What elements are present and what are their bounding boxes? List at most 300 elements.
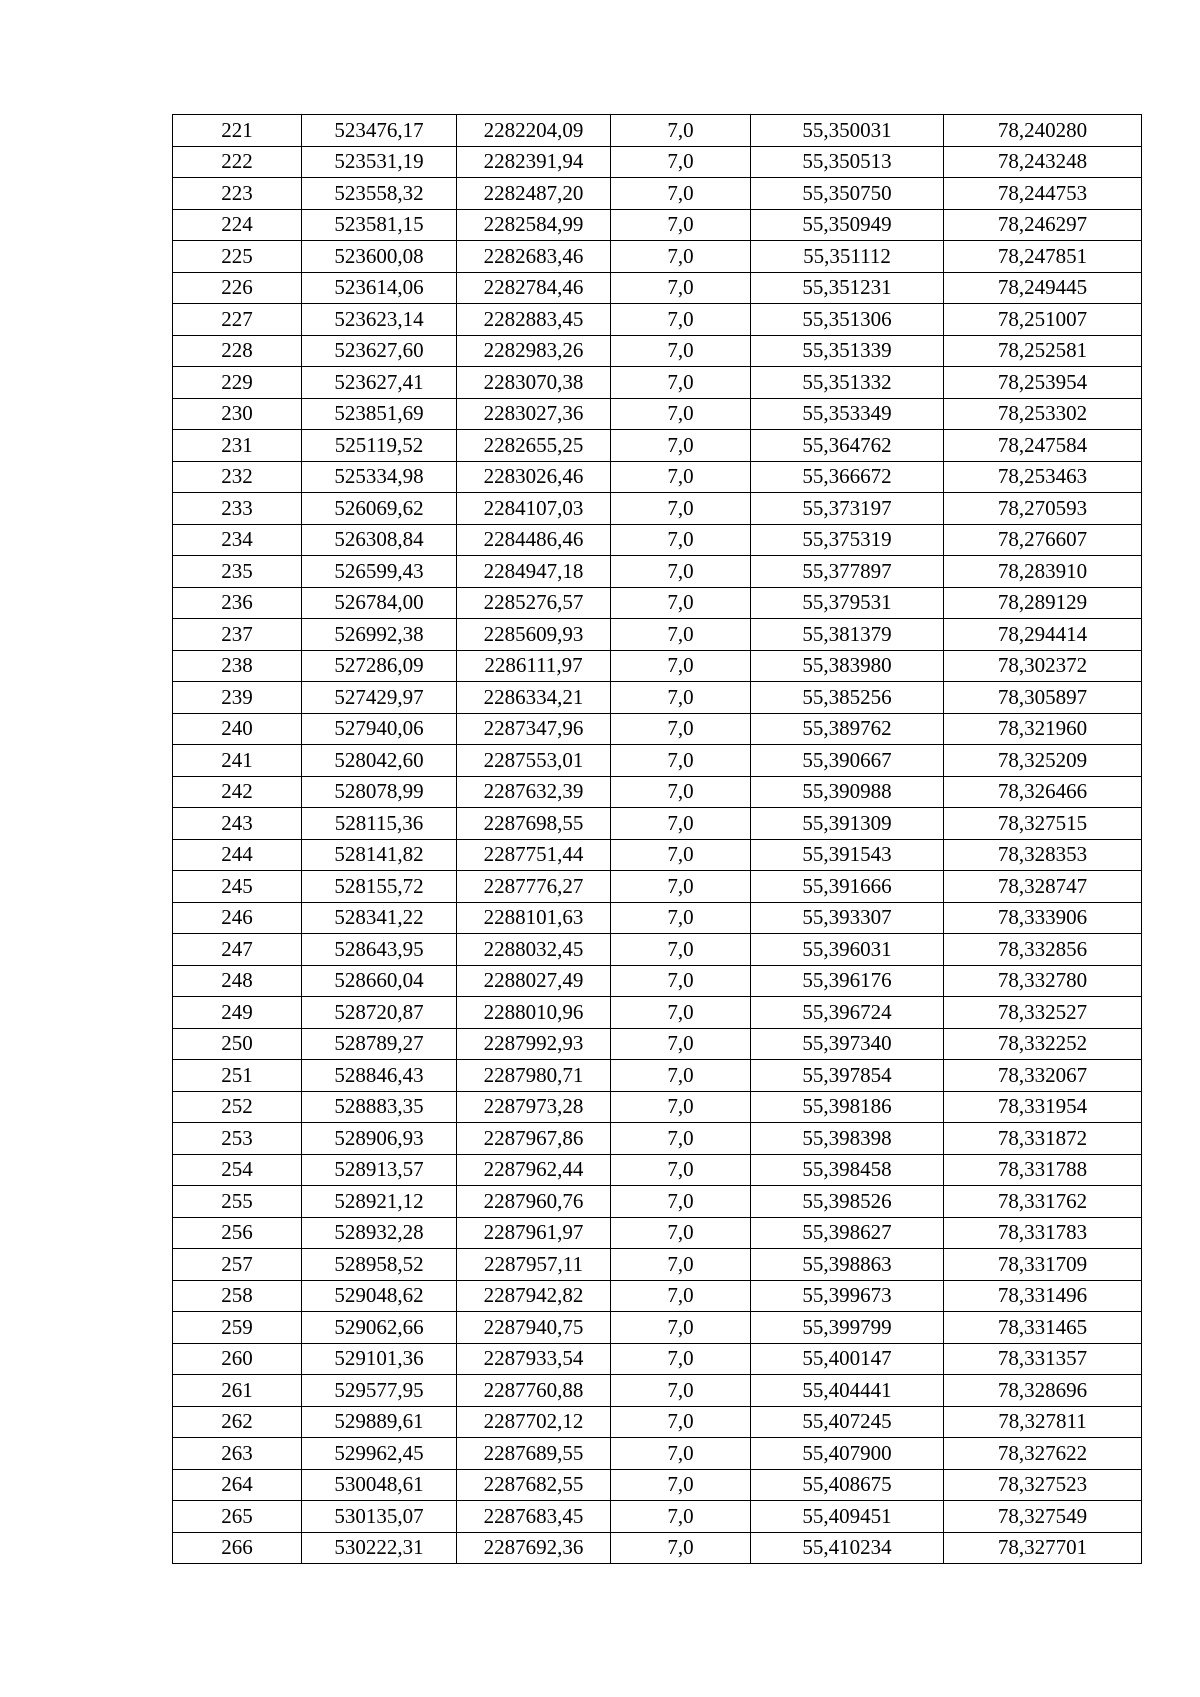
- cell-point-number: 229: [173, 367, 302, 399]
- table-row: [173, 871, 1142, 903]
- cell-longitude: 78,327622: [944, 1438, 1142, 1470]
- cell-y-coordinate: 2282584,99: [457, 209, 611, 241]
- table-row: [173, 1091, 1142, 1123]
- cell-latitude: 55,366672: [751, 461, 944, 493]
- cell-latitude: 55,350513: [751, 146, 944, 178]
- table-row: [173, 493, 1142, 525]
- cell-point-number: 228: [173, 335, 302, 367]
- table-row: [173, 1469, 1142, 1501]
- cell-x-coordinate: 527286,09: [302, 650, 457, 682]
- table-row: [173, 1060, 1142, 1092]
- cell-y-coordinate: 2285276,57: [457, 587, 611, 619]
- cell-longitude: 78,321960: [944, 713, 1142, 745]
- table-row: [173, 146, 1142, 178]
- table-row: [173, 713, 1142, 745]
- cell-point-number: 264: [173, 1469, 302, 1501]
- table-row: [173, 682, 1142, 714]
- cell-x-coordinate: 529048,62: [302, 1280, 457, 1312]
- cell-point-number: 227: [173, 304, 302, 336]
- cell-longitude: 78,332067: [944, 1060, 1142, 1092]
- cell-point-number: 238: [173, 650, 302, 682]
- cell-point-number: 240: [173, 713, 302, 745]
- cell-width: 7,0: [611, 619, 751, 651]
- cell-latitude: 55,396724: [751, 997, 944, 1029]
- cell-x-coordinate: 523558,32: [302, 178, 457, 210]
- cell-longitude: 78,332252: [944, 1028, 1142, 1060]
- cell-point-number: 230: [173, 398, 302, 430]
- cell-latitude: 55,396031: [751, 934, 944, 966]
- cell-width: 7,0: [611, 1406, 751, 1438]
- cell-x-coordinate: 523851,69: [302, 398, 457, 430]
- cell-x-coordinate: 528115,36: [302, 808, 457, 840]
- table-row: [173, 1249, 1142, 1281]
- cell-y-coordinate: 2284486,46: [457, 524, 611, 556]
- cell-point-number: 266: [173, 1532, 302, 1564]
- cell-y-coordinate: 2287961,97: [457, 1217, 611, 1249]
- cell-width: 7,0: [611, 461, 751, 493]
- cell-y-coordinate: 2287980,71: [457, 1060, 611, 1092]
- cell-point-number: 258: [173, 1280, 302, 1312]
- cell-width: 7,0: [611, 934, 751, 966]
- cell-x-coordinate: 526784,00: [302, 587, 457, 619]
- cell-width: 7,0: [611, 1123, 751, 1155]
- cell-longitude: 78,331496: [944, 1280, 1142, 1312]
- cell-x-coordinate: 528906,93: [302, 1123, 457, 1155]
- table-row: [173, 1375, 1142, 1407]
- cell-x-coordinate: 523614,06: [302, 272, 457, 304]
- cell-y-coordinate: 2287760,88: [457, 1375, 611, 1407]
- cell-x-coordinate: 528643,95: [302, 934, 457, 966]
- cell-y-coordinate: 2287973,28: [457, 1091, 611, 1123]
- cell-longitude: 78,276607: [944, 524, 1142, 556]
- table-row: [173, 272, 1142, 304]
- cell-y-coordinate: 2287702,12: [457, 1406, 611, 1438]
- cell-latitude: 55,398398: [751, 1123, 944, 1155]
- cell-latitude: 55,410234: [751, 1532, 944, 1564]
- cell-y-coordinate: 2286111,97: [457, 650, 611, 682]
- cell-width: 7,0: [611, 776, 751, 808]
- cell-point-number: 237: [173, 619, 302, 651]
- cell-x-coordinate: 528789,27: [302, 1028, 457, 1060]
- cell-point-number: 265: [173, 1501, 302, 1533]
- cell-y-coordinate: 2287553,01: [457, 745, 611, 777]
- cell-y-coordinate: 2287751,44: [457, 839, 611, 871]
- cell-longitude: 78,326466: [944, 776, 1142, 808]
- cell-longitude: 78,247584: [944, 430, 1142, 462]
- cell-point-number: 245: [173, 871, 302, 903]
- cell-width: 7,0: [611, 556, 751, 588]
- cell-point-number: 236: [173, 587, 302, 619]
- cell-latitude: 55,398863: [751, 1249, 944, 1281]
- cell-latitude: 55,373197: [751, 493, 944, 525]
- table-row: [173, 556, 1142, 588]
- cell-longitude: 78,253302: [944, 398, 1142, 430]
- cell-y-coordinate: 2284107,03: [457, 493, 611, 525]
- cell-y-coordinate: 2287692,36: [457, 1532, 611, 1564]
- table-row: [173, 1406, 1142, 1438]
- cell-y-coordinate: 2284947,18: [457, 556, 611, 588]
- cell-longitude: 78,244753: [944, 178, 1142, 210]
- cell-width: 7,0: [611, 1312, 751, 1344]
- cell-latitude: 55,391543: [751, 839, 944, 871]
- table-row: [173, 335, 1142, 367]
- cell-x-coordinate: 528660,04: [302, 965, 457, 997]
- cell-y-coordinate: 2283026,46: [457, 461, 611, 493]
- table-row: [173, 367, 1142, 399]
- cell-latitude: 55,397854: [751, 1060, 944, 1092]
- cell-longitude: 78,327549: [944, 1501, 1142, 1533]
- cell-latitude: 55,393307: [751, 902, 944, 934]
- cell-x-coordinate: 526992,38: [302, 619, 457, 651]
- cell-y-coordinate: 2287632,39: [457, 776, 611, 808]
- cell-latitude: 55,385256: [751, 682, 944, 714]
- cell-point-number: 247: [173, 934, 302, 966]
- cell-longitude: 78,325209: [944, 745, 1142, 777]
- cell-point-number: 255: [173, 1186, 302, 1218]
- cell-x-coordinate: 529962,45: [302, 1438, 457, 1470]
- cell-width: 7,0: [611, 493, 751, 525]
- cell-width: 7,0: [611, 1060, 751, 1092]
- table-row: [173, 1438, 1142, 1470]
- cell-width: 7,0: [611, 1501, 751, 1533]
- table-row: [173, 209, 1142, 241]
- table-row: [173, 430, 1142, 462]
- cell-y-coordinate: 2287933,54: [457, 1343, 611, 1375]
- cell-longitude: 78,328353: [944, 839, 1142, 871]
- cell-y-coordinate: 2288027,49: [457, 965, 611, 997]
- cell-point-number: 263: [173, 1438, 302, 1470]
- cell-longitude: 78,331788: [944, 1154, 1142, 1186]
- cell-longitude: 78,253954: [944, 367, 1142, 399]
- cell-latitude: 55,398186: [751, 1091, 944, 1123]
- table-row: [173, 1123, 1142, 1155]
- table-row: [173, 461, 1142, 493]
- cell-point-number: 248: [173, 965, 302, 997]
- cell-x-coordinate: 523623,14: [302, 304, 457, 336]
- cell-width: 7,0: [611, 367, 751, 399]
- cell-y-coordinate: 2282683,46: [457, 241, 611, 273]
- cell-longitude: 78,243248: [944, 146, 1142, 178]
- table-row: [173, 934, 1142, 966]
- cell-longitude: 78,283910: [944, 556, 1142, 588]
- cell-longitude: 78,332856: [944, 934, 1142, 966]
- table-row: [173, 839, 1142, 871]
- table-row: [173, 776, 1142, 808]
- cell-y-coordinate: 2282983,26: [457, 335, 611, 367]
- cell-point-number: 262: [173, 1406, 302, 1438]
- cell-latitude: 55,404441: [751, 1375, 944, 1407]
- cell-point-number: 244: [173, 839, 302, 871]
- cell-x-coordinate: 526069,62: [302, 493, 457, 525]
- cell-width: 7,0: [611, 587, 751, 619]
- cell-point-number: 242: [173, 776, 302, 808]
- table-row: [173, 304, 1142, 336]
- table-row: [173, 965, 1142, 997]
- cell-y-coordinate: 2286334,21: [457, 682, 611, 714]
- cell-latitude: 55,390667: [751, 745, 944, 777]
- cell-x-coordinate: 530135,07: [302, 1501, 457, 1533]
- table-row: [173, 1312, 1142, 1344]
- cell-width: 7,0: [611, 1280, 751, 1312]
- cell-point-number: 256: [173, 1217, 302, 1249]
- table-row: [173, 115, 1142, 147]
- cell-x-coordinate: 523531,19: [302, 146, 457, 178]
- cell-x-coordinate: 529577,95: [302, 1375, 457, 1407]
- cell-x-coordinate: 528078,99: [302, 776, 457, 808]
- cell-width: 7,0: [611, 1469, 751, 1501]
- table-row: [173, 1028, 1142, 1060]
- cell-width: 7,0: [611, 1028, 751, 1060]
- cell-y-coordinate: 2285609,93: [457, 619, 611, 651]
- cell-y-coordinate: 2287698,55: [457, 808, 611, 840]
- cell-y-coordinate: 2287683,45: [457, 1501, 611, 1533]
- cell-latitude: 55,407245: [751, 1406, 944, 1438]
- cell-point-number: 246: [173, 902, 302, 934]
- cell-width: 7,0: [611, 209, 751, 241]
- cell-y-coordinate: 2288010,96: [457, 997, 611, 1029]
- cell-longitude: 78,331357: [944, 1343, 1142, 1375]
- cell-latitude: 55,375319: [751, 524, 944, 556]
- cell-x-coordinate: 529889,61: [302, 1406, 457, 1438]
- cell-point-number: 233: [173, 493, 302, 525]
- cell-latitude: 55,350949: [751, 209, 944, 241]
- cell-latitude: 55,353349: [751, 398, 944, 430]
- cell-x-coordinate: 523476,17: [302, 115, 457, 147]
- cell-width: 7,0: [611, 146, 751, 178]
- cell-y-coordinate: 2287682,55: [457, 1469, 611, 1501]
- cell-x-coordinate: 523627,60: [302, 335, 457, 367]
- table-row: [173, 997, 1142, 1029]
- table-row: [173, 178, 1142, 210]
- cell-width: 7,0: [611, 997, 751, 1029]
- cell-latitude: 55,398458: [751, 1154, 944, 1186]
- cell-latitude: 55,396176: [751, 965, 944, 997]
- cell-longitude: 78,332780: [944, 965, 1142, 997]
- table-row: [173, 587, 1142, 619]
- table-row: [173, 1280, 1142, 1312]
- cell-point-number: 234: [173, 524, 302, 556]
- cell-width: 7,0: [611, 272, 751, 304]
- cell-x-coordinate: 528846,43: [302, 1060, 457, 1092]
- cell-latitude: 55,381379: [751, 619, 944, 651]
- cell-width: 7,0: [611, 1249, 751, 1281]
- cell-x-coordinate: 528913,57: [302, 1154, 457, 1186]
- cell-longitude: 78,327811: [944, 1406, 1142, 1438]
- cell-y-coordinate: 2287960,76: [457, 1186, 611, 1218]
- cell-latitude: 55,408675: [751, 1469, 944, 1501]
- cell-latitude: 55,351231: [751, 272, 944, 304]
- cell-x-coordinate: 528932,28: [302, 1217, 457, 1249]
- cell-longitude: 78,305897: [944, 682, 1142, 714]
- cell-width: 7,0: [611, 682, 751, 714]
- cell-latitude: 55,409451: [751, 1501, 944, 1533]
- cell-point-number: 235: [173, 556, 302, 588]
- cell-y-coordinate: 2282204,09: [457, 115, 611, 147]
- cell-point-number: 249: [173, 997, 302, 1029]
- cell-longitude: 78,333906: [944, 902, 1142, 934]
- cell-y-coordinate: 2282655,25: [457, 430, 611, 462]
- cell-latitude: 55,398526: [751, 1186, 944, 1218]
- cell-y-coordinate: 2287940,75: [457, 1312, 611, 1344]
- table-row: [173, 241, 1142, 273]
- cell-x-coordinate: 527429,97: [302, 682, 457, 714]
- cell-width: 7,0: [611, 1343, 751, 1375]
- cell-y-coordinate: 2282487,20: [457, 178, 611, 210]
- cell-latitude: 55,364762: [751, 430, 944, 462]
- cell-x-coordinate: 528141,82: [302, 839, 457, 871]
- cell-width: 7,0: [611, 1091, 751, 1123]
- cell-x-coordinate: 529062,66: [302, 1312, 457, 1344]
- cell-latitude: 55,383980: [751, 650, 944, 682]
- cell-point-number: 224: [173, 209, 302, 241]
- cell-latitude: 55,399799: [751, 1312, 944, 1344]
- cell-latitude: 55,390988: [751, 776, 944, 808]
- cell-x-coordinate: 527940,06: [302, 713, 457, 745]
- cell-longitude: 78,289129: [944, 587, 1142, 619]
- cell-y-coordinate: 2282391,94: [457, 146, 611, 178]
- cell-latitude: 55,351332: [751, 367, 944, 399]
- cell-x-coordinate: 523627,41: [302, 367, 457, 399]
- cell-width: 7,0: [611, 178, 751, 210]
- cell-x-coordinate: 530222,31: [302, 1532, 457, 1564]
- cell-x-coordinate: 523600,08: [302, 241, 457, 273]
- cell-x-coordinate: 528883,35: [302, 1091, 457, 1123]
- cell-point-number: 259: [173, 1312, 302, 1344]
- cell-longitude: 78,270593: [944, 493, 1142, 525]
- cell-width: 7,0: [611, 745, 751, 777]
- cell-point-number: 241: [173, 745, 302, 777]
- cell-y-coordinate: 2282883,45: [457, 304, 611, 336]
- cell-longitude: 78,294414: [944, 619, 1142, 651]
- cell-longitude: 78,328696: [944, 1375, 1142, 1407]
- cell-longitude: 78,247851: [944, 241, 1142, 273]
- table-row: [173, 524, 1142, 556]
- cell-x-coordinate: 528958,52: [302, 1249, 457, 1281]
- cell-y-coordinate: 2287957,11: [457, 1249, 611, 1281]
- cell-longitude: 78,327701: [944, 1532, 1142, 1564]
- cell-point-number: 223: [173, 178, 302, 210]
- table-row: [173, 1217, 1142, 1249]
- cell-width: 7,0: [611, 1532, 751, 1564]
- cell-longitude: 78,253463: [944, 461, 1142, 493]
- cell-point-number: 232: [173, 461, 302, 493]
- cell-y-coordinate: 2287776,27: [457, 871, 611, 903]
- cell-x-coordinate: 528155,72: [302, 871, 457, 903]
- cell-longitude: 78,331954: [944, 1091, 1142, 1123]
- cell-x-coordinate: 526599,43: [302, 556, 457, 588]
- coordinates-table-body: [173, 115, 1142, 1564]
- cell-point-number: 253: [173, 1123, 302, 1155]
- cell-point-number: 251: [173, 1060, 302, 1092]
- cell-width: 7,0: [611, 1375, 751, 1407]
- cell-width: 7,0: [611, 524, 751, 556]
- table-row: [173, 1154, 1142, 1186]
- cell-y-coordinate: 2287689,55: [457, 1438, 611, 1470]
- cell-width: 7,0: [611, 965, 751, 997]
- cell-width: 7,0: [611, 650, 751, 682]
- cell-y-coordinate: 2287347,96: [457, 713, 611, 745]
- coordinates-table: [172, 114, 1142, 1564]
- cell-longitude: 78,328747: [944, 871, 1142, 903]
- cell-width: 7,0: [611, 713, 751, 745]
- cell-point-number: 225: [173, 241, 302, 273]
- cell-y-coordinate: 2283070,38: [457, 367, 611, 399]
- cell-longitude: 78,331762: [944, 1186, 1142, 1218]
- cell-longitude: 78,327515: [944, 808, 1142, 840]
- cell-x-coordinate: 523581,15: [302, 209, 457, 241]
- table-row: [173, 619, 1142, 651]
- cell-x-coordinate: 525119,52: [302, 430, 457, 462]
- cell-longitude: 78,240280: [944, 115, 1142, 147]
- cell-x-coordinate: 528341,22: [302, 902, 457, 934]
- cell-latitude: 55,399673: [751, 1280, 944, 1312]
- cell-width: 7,0: [611, 115, 751, 147]
- cell-y-coordinate: 2288101,63: [457, 902, 611, 934]
- cell-latitude: 55,400147: [751, 1343, 944, 1375]
- cell-point-number: 231: [173, 430, 302, 462]
- cell-x-coordinate: 525334,98: [302, 461, 457, 493]
- cell-latitude: 55,407900: [751, 1438, 944, 1470]
- cell-width: 7,0: [611, 839, 751, 871]
- cell-point-number: 257: [173, 1249, 302, 1281]
- cell-latitude: 55,350031: [751, 115, 944, 147]
- cell-latitude: 55,391309: [751, 808, 944, 840]
- cell-y-coordinate: 2287942,82: [457, 1280, 611, 1312]
- cell-longitude: 78,331872: [944, 1123, 1142, 1155]
- cell-longitude: 78,249445: [944, 272, 1142, 304]
- cell-longitude: 78,246297: [944, 209, 1142, 241]
- cell-width: 7,0: [611, 808, 751, 840]
- cell-point-number: 239: [173, 682, 302, 714]
- cell-point-number: 243: [173, 808, 302, 840]
- cell-latitude: 55,397340: [751, 1028, 944, 1060]
- cell-width: 7,0: [611, 241, 751, 273]
- cell-latitude: 55,351339: [751, 335, 944, 367]
- table-row: [173, 808, 1142, 840]
- cell-x-coordinate: 528921,12: [302, 1186, 457, 1218]
- cell-width: 7,0: [611, 1217, 751, 1249]
- cell-width: 7,0: [611, 304, 751, 336]
- cell-longitude: 78,252581: [944, 335, 1142, 367]
- table-row: [173, 1501, 1142, 1533]
- cell-width: 7,0: [611, 335, 751, 367]
- table-row: [173, 1186, 1142, 1218]
- cell-point-number: 261: [173, 1375, 302, 1407]
- cell-y-coordinate: 2287967,86: [457, 1123, 611, 1155]
- cell-point-number: 250: [173, 1028, 302, 1060]
- cell-x-coordinate: 526308,84: [302, 524, 457, 556]
- table-row: [173, 398, 1142, 430]
- cell-x-coordinate: 528042,60: [302, 745, 457, 777]
- cell-x-coordinate: 530048,61: [302, 1469, 457, 1501]
- cell-y-coordinate: 2283027,36: [457, 398, 611, 430]
- cell-x-coordinate: 528720,87: [302, 997, 457, 1029]
- cell-width: 7,0: [611, 1438, 751, 1470]
- cell-longitude: 78,331783: [944, 1217, 1142, 1249]
- cell-longitude: 78,332527: [944, 997, 1142, 1029]
- cell-width: 7,0: [611, 430, 751, 462]
- cell-point-number: 254: [173, 1154, 302, 1186]
- table-row: [173, 1532, 1142, 1564]
- cell-latitude: 55,377897: [751, 556, 944, 588]
- cell-width: 7,0: [611, 902, 751, 934]
- cell-longitude: 78,331465: [944, 1312, 1142, 1344]
- cell-width: 7,0: [611, 1154, 751, 1186]
- cell-longitude: 78,331709: [944, 1249, 1142, 1281]
- table-row: [173, 902, 1142, 934]
- cell-y-coordinate: 2282784,46: [457, 272, 611, 304]
- cell-point-number: 226: [173, 272, 302, 304]
